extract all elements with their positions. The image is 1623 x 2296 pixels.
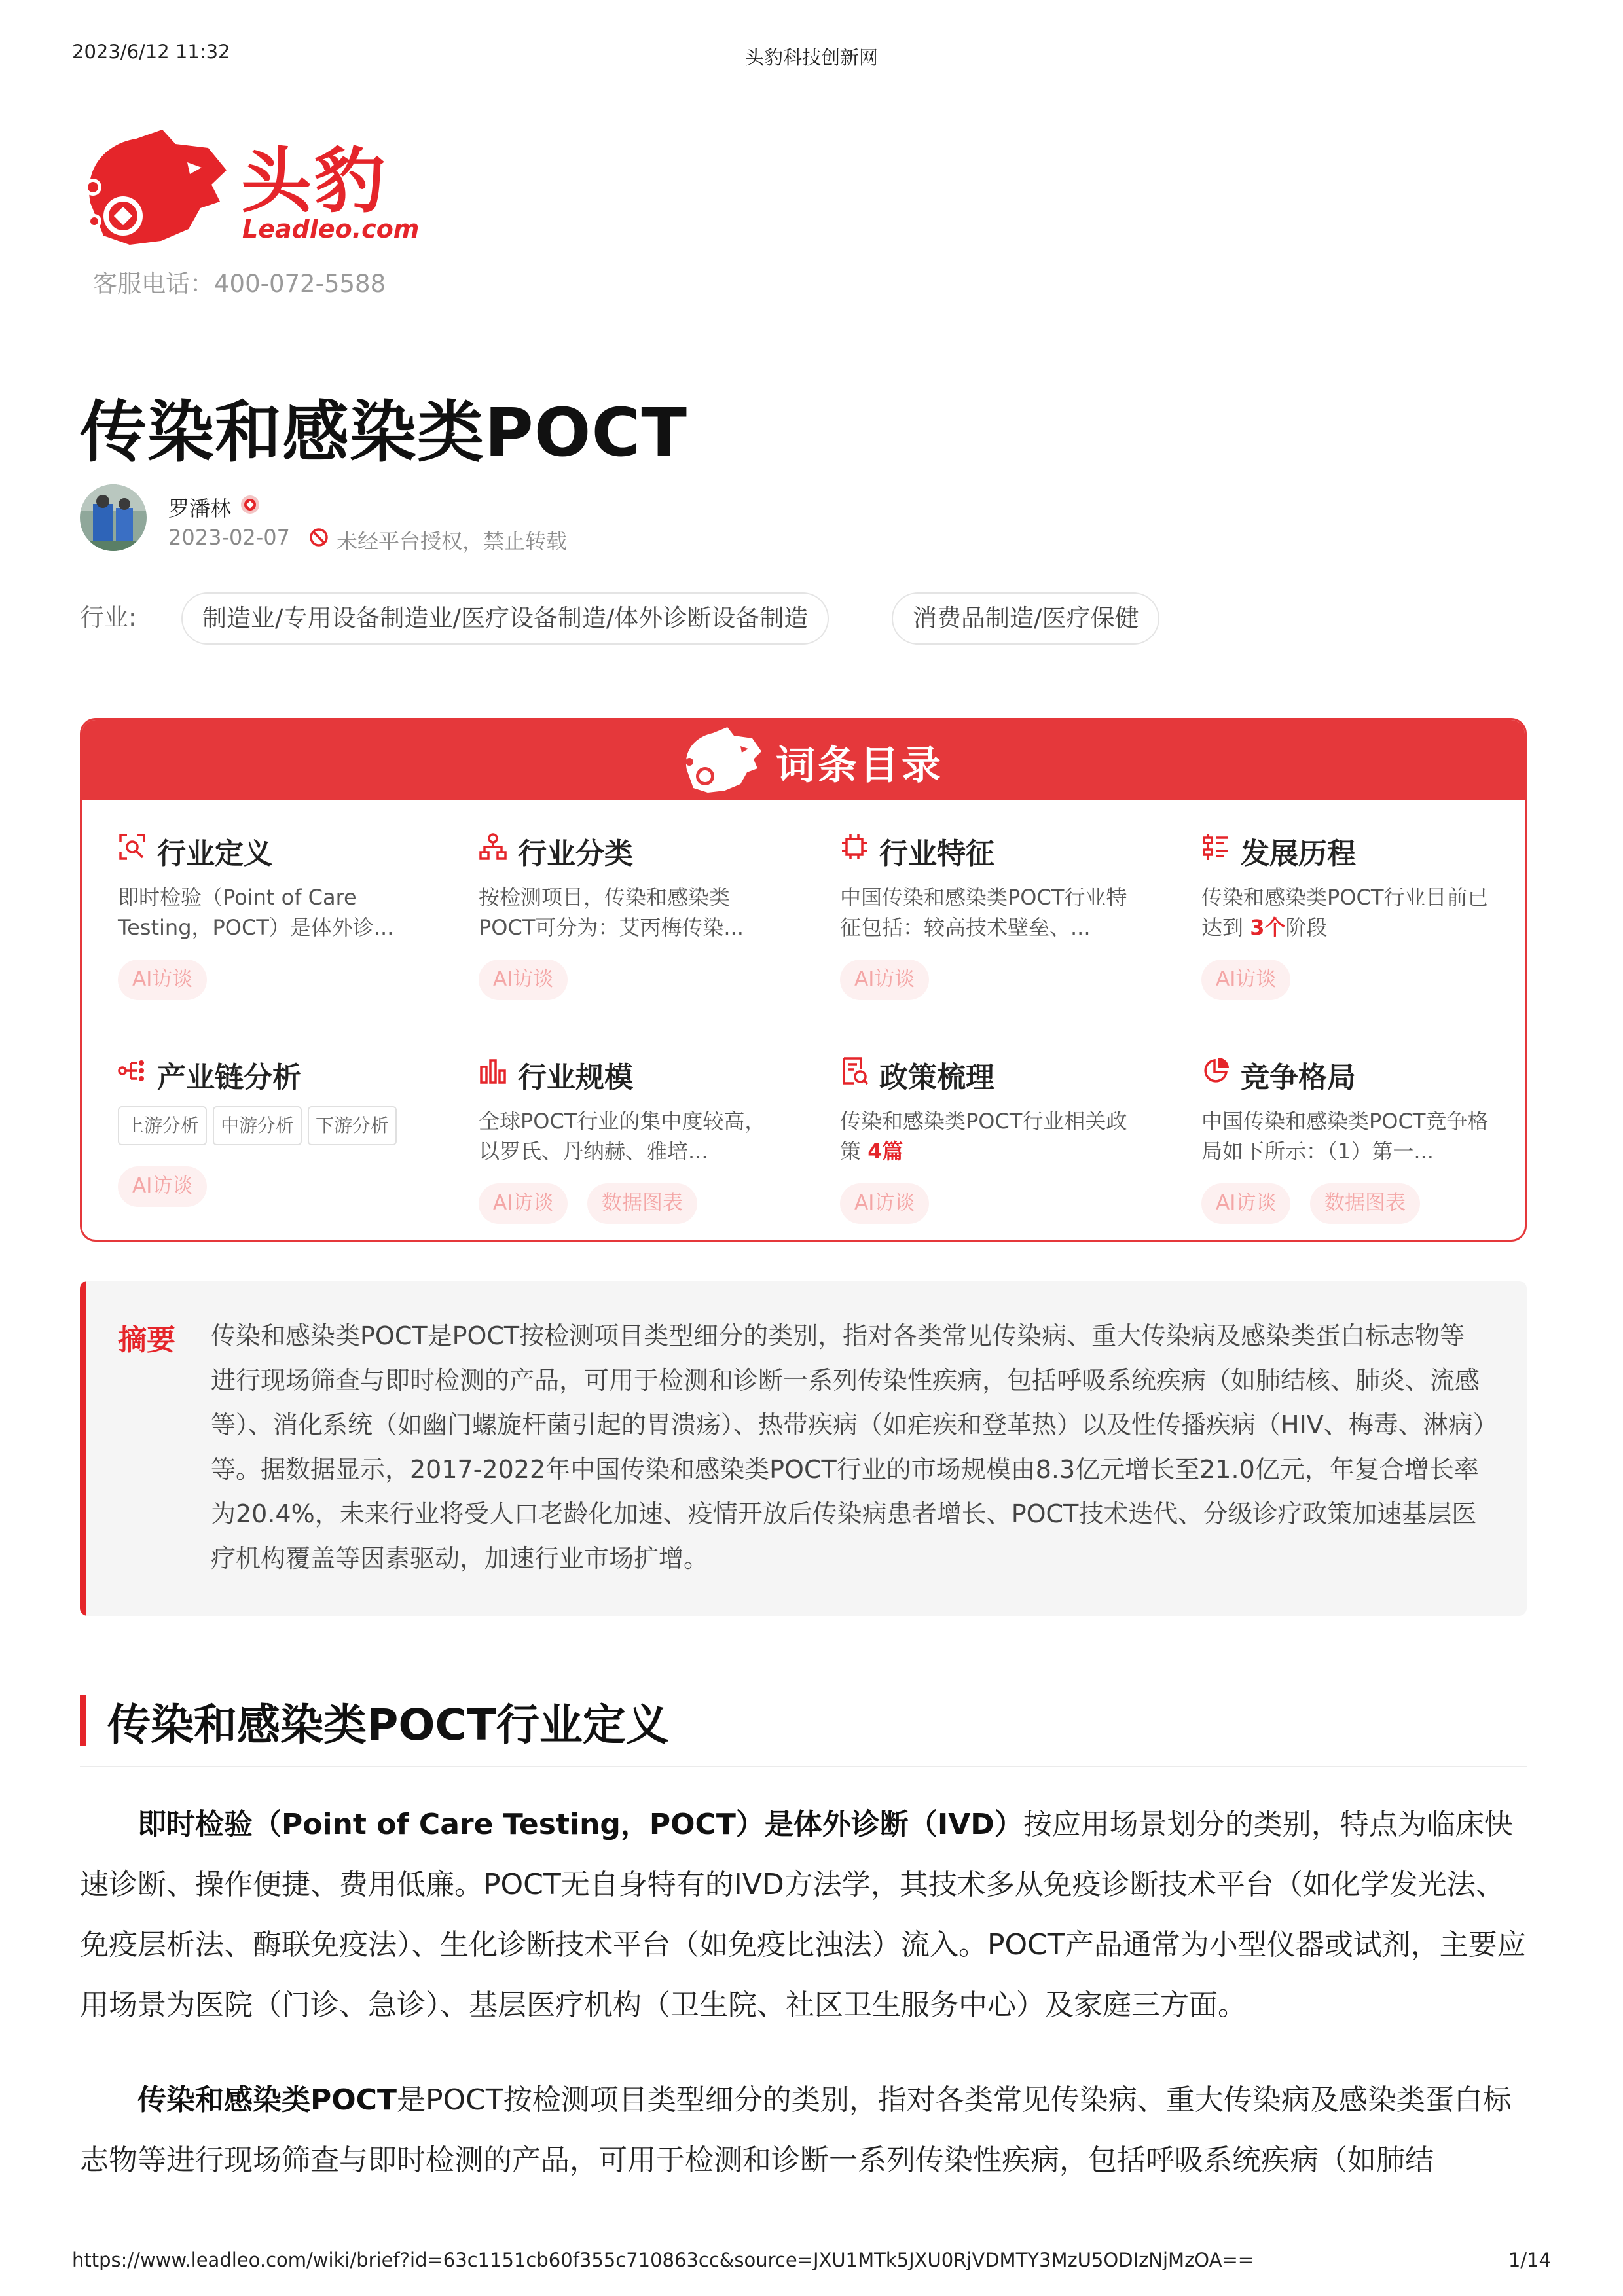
- brand-name-en: Leadleo.com: [242, 215, 420, 243]
- toc-item-title: 竞争格局: [1241, 1061, 1356, 1094]
- industry-tag[interactable]: 消费品制造/医疗保健: [892, 592, 1159, 645]
- timeline-icon: [1201, 833, 1230, 861]
- toc-item-desc: 中国传染和感染类POCT竞争格局如下所示：（1）第一...: [1201, 1109, 1489, 1164]
- page-number: 1/14: [1508, 2249, 1551, 2271]
- ai-interview-button[interactable]: AI访谈: [1201, 1183, 1290, 1224]
- paragraph-text: 按应用场景划分的类别，特点为临床快速诊断、操作便捷、费用低廉。POCT无自身特有的IVD方法学，其技术多从免疫诊断技术平台（如化学发光法、免疫层析法、酶联免疫法）、生化诊断技术平台（如免疫比浊法）流入。POCT产品通常为小型仪器或试剂，主要应用场景为医院（门诊、急诊）、基层医疗机构（卫生院、社区卫生服务中心）及家庭三方面。: [80, 1808, 1526, 2022]
- data-chart-button[interactable]: 数据图表: [587, 1183, 697, 1224]
- brand-logo[interactable]: [77, 124, 420, 255]
- toc-item-title: 行业特征: [879, 837, 994, 870]
- ai-interview-button[interactable]: AI访谈: [840, 960, 929, 1000]
- ai-interview-button[interactable]: AI访谈: [479, 1183, 568, 1224]
- hierarchy-icon: [479, 833, 507, 861]
- bold-term: 体外诊断（IVD）: [793, 1808, 1023, 1841]
- summary-box: [80, 1281, 1527, 1616]
- section-paragraph-2: [80, 2070, 1527, 2191]
- toc-item-title: 行业规模: [518, 1061, 633, 1094]
- no-reprint-icon: [309, 528, 329, 547]
- print-header: [72, 41, 1551, 67]
- leopard-logo-icon: [77, 124, 228, 249]
- toc-item-definition[interactable]: [118, 830, 432, 1026]
- print-site-name: 头豹科技创新网: [744, 46, 878, 69]
- copyright-notice: 未经平台授权，禁止转载: [337, 529, 568, 554]
- toc-item-market-size[interactable]: [479, 1054, 793, 1242]
- data-chart-button[interactable]: 数据图表: [1310, 1183, 1420, 1224]
- chip-icon: [840, 833, 869, 861]
- toc-item-features[interactable]: [840, 830, 1154, 1026]
- toc-item-history[interactable]: [1201, 830, 1516, 1026]
- brand-name-cn: 头豹: [241, 141, 388, 223]
- section-paragraph-1: [80, 1795, 1527, 2036]
- section-accent-bar: [80, 1695, 86, 1746]
- upstream-analysis-link[interactable]: 上游分析: [118, 1106, 207, 1145]
- desc-text: 传染和感染类POCT行业相关政策: [840, 1109, 1127, 1164]
- chain-icon: [118, 1056, 147, 1085]
- downstream-analysis-link[interactable]: 下游分析: [308, 1106, 397, 1145]
- industry-tag[interactable]: 制造业/专用设备制造业/医疗设备制造/体外诊断设备制造: [181, 592, 829, 645]
- page-url[interactable]: https://www.leadleo.com/wiki/brief?id=63c1151cb60f355c710863cc&source=JXU1MTk5JXU0RjVDMTY3MzU5ODIzNjMzOA==: [72, 2249, 1254, 2271]
- industry-label: 行业:: [80, 603, 137, 632]
- toc-item-industry-chain[interactable]: [118, 1054, 432, 1242]
- publish-date: 2023-02-07: [168, 525, 290, 550]
- industry-tags: [80, 592, 1324, 645]
- section-heading: [80, 1682, 1527, 1767]
- toc-item-title: 发展历程: [1241, 837, 1356, 870]
- stage-count: 3个: [1250, 915, 1286, 940]
- toc-item-desc: 按检测项目，传染和感染类POCT可分为：艾丙梅传染...: [479, 885, 744, 940]
- toc-header: [82, 720, 1525, 800]
- bold-term: 传染和感染类POCT: [137, 2083, 397, 2117]
- ai-interview-button[interactable]: AI访谈: [1201, 960, 1290, 1000]
- pie-chart-icon: [1201, 1056, 1230, 1085]
- toc-item-title: 行业定义: [157, 837, 272, 870]
- toc-item-title: 产业链分析: [157, 1061, 301, 1094]
- summary-label: 摘要: [118, 1323, 175, 1357]
- toc-title: 词条目录: [776, 743, 943, 789]
- summary-accent-bar: [80, 1281, 86, 1616]
- leopard-logo-icon: [678, 724, 763, 796]
- desc-text: 阶段: [1285, 915, 1328, 940]
- search-definition-icon: [118, 833, 147, 861]
- ai-interview-button[interactable]: AI访谈: [840, 1183, 929, 1224]
- avatar[interactable]: [80, 484, 147, 551]
- toc-item-desc: 全球POCT行业的集中度较高，以罗氏、丹纳赫、雅培...: [479, 1109, 766, 1164]
- page-title: 传染和感染类POCT: [80, 394, 687, 472]
- author-name[interactable]: 罗潘林: [168, 496, 232, 521]
- toc-item-title: 政策梳理: [879, 1061, 994, 1094]
- section-title: 传染和感染类POCT行业定义: [107, 1700, 669, 1750]
- toc-item-competition[interactable]: [1201, 1054, 1516, 1242]
- toc-item-classification[interactable]: [479, 830, 793, 1026]
- paragraph-text: 是POCT按检测项目类型细分的类别，指对各类常见传染病、重大传染病及感染类蛋白标志物等进行现场筛查与即时检测的产品，可用于检测和诊断一系列传染性疾病，包括呼吸系统疾病（如肺结: [80, 2083, 1512, 2177]
- ai-interview-button[interactable]: AI访谈: [479, 960, 568, 1000]
- toc-item-desc: 中国传染和感染类POCT行业特征包括：较高技术壁垒、...: [840, 885, 1127, 940]
- desc-text: 传染和感染类POCT行业目前已达到: [1201, 885, 1489, 940]
- bar-chart-icon: [479, 1056, 507, 1085]
- table-of-contents: [80, 718, 1527, 1242]
- customer-service-phone: 客服电话：400-072-5588: [93, 270, 386, 298]
- toc-item-desc: [1201, 882, 1509, 942]
- document-policy-icon: [840, 1056, 869, 1085]
- toc-item-title: 行业分类: [518, 837, 633, 870]
- toc-item-desc: 即时检验（Point of Care Testing，POCT）是体外诊...: [118, 885, 394, 940]
- avatar-image-icon: [80, 484, 147, 551]
- toc-item-policy[interactable]: [840, 1054, 1154, 1242]
- summary-text: 传染和感染类POCT是POCT按检测项目类型细分的类别，指对各类常见传染病、重大传染病及感染类蛋白标志物等进行现场筛查与即时检测的产品，可用于检测和诊断一系列传染性疾病，包括呼吸系统疾病（如肺结核、肺炎、流感等）、消化系统（如幽门螺旋杆菌引起的胃溃疡）、热带疾病（如疟疾和登革热）以及性传播疾病（HIV、梅毒、淋病）等。据数据显示，2017-2022年中国传染和感染类POCT行业的市场规模由8.3亿元增长至21.0亿元，年复合增长率为20.4%，未来行业将受人口老龄化加速、疫情开放后传染病患者增长、POCT技术迭代、分级诊疗政策加速基层医疗机构覆盖等因素驱动，加速行业市场扩增。: [211, 1321, 1486, 1573]
- verified-badge-icon: [240, 495, 260, 514]
- policy-count: 4篇: [867, 1139, 903, 1164]
- bold-term: 即时检验（Point of Care Testing，POCT）: [137, 1808, 765, 1841]
- midstream-analysis-link[interactable]: 中游分析: [213, 1106, 302, 1145]
- ai-interview-button[interactable]: AI访谈: [118, 960, 207, 1000]
- bold-term: 是: [764, 1808, 793, 1841]
- ai-interview-button[interactable]: AI访谈: [118, 1166, 207, 1207]
- toc-item-desc: [840, 1106, 1148, 1166]
- print-timestamp: 2023/6/12 11:32: [72, 41, 230, 63]
